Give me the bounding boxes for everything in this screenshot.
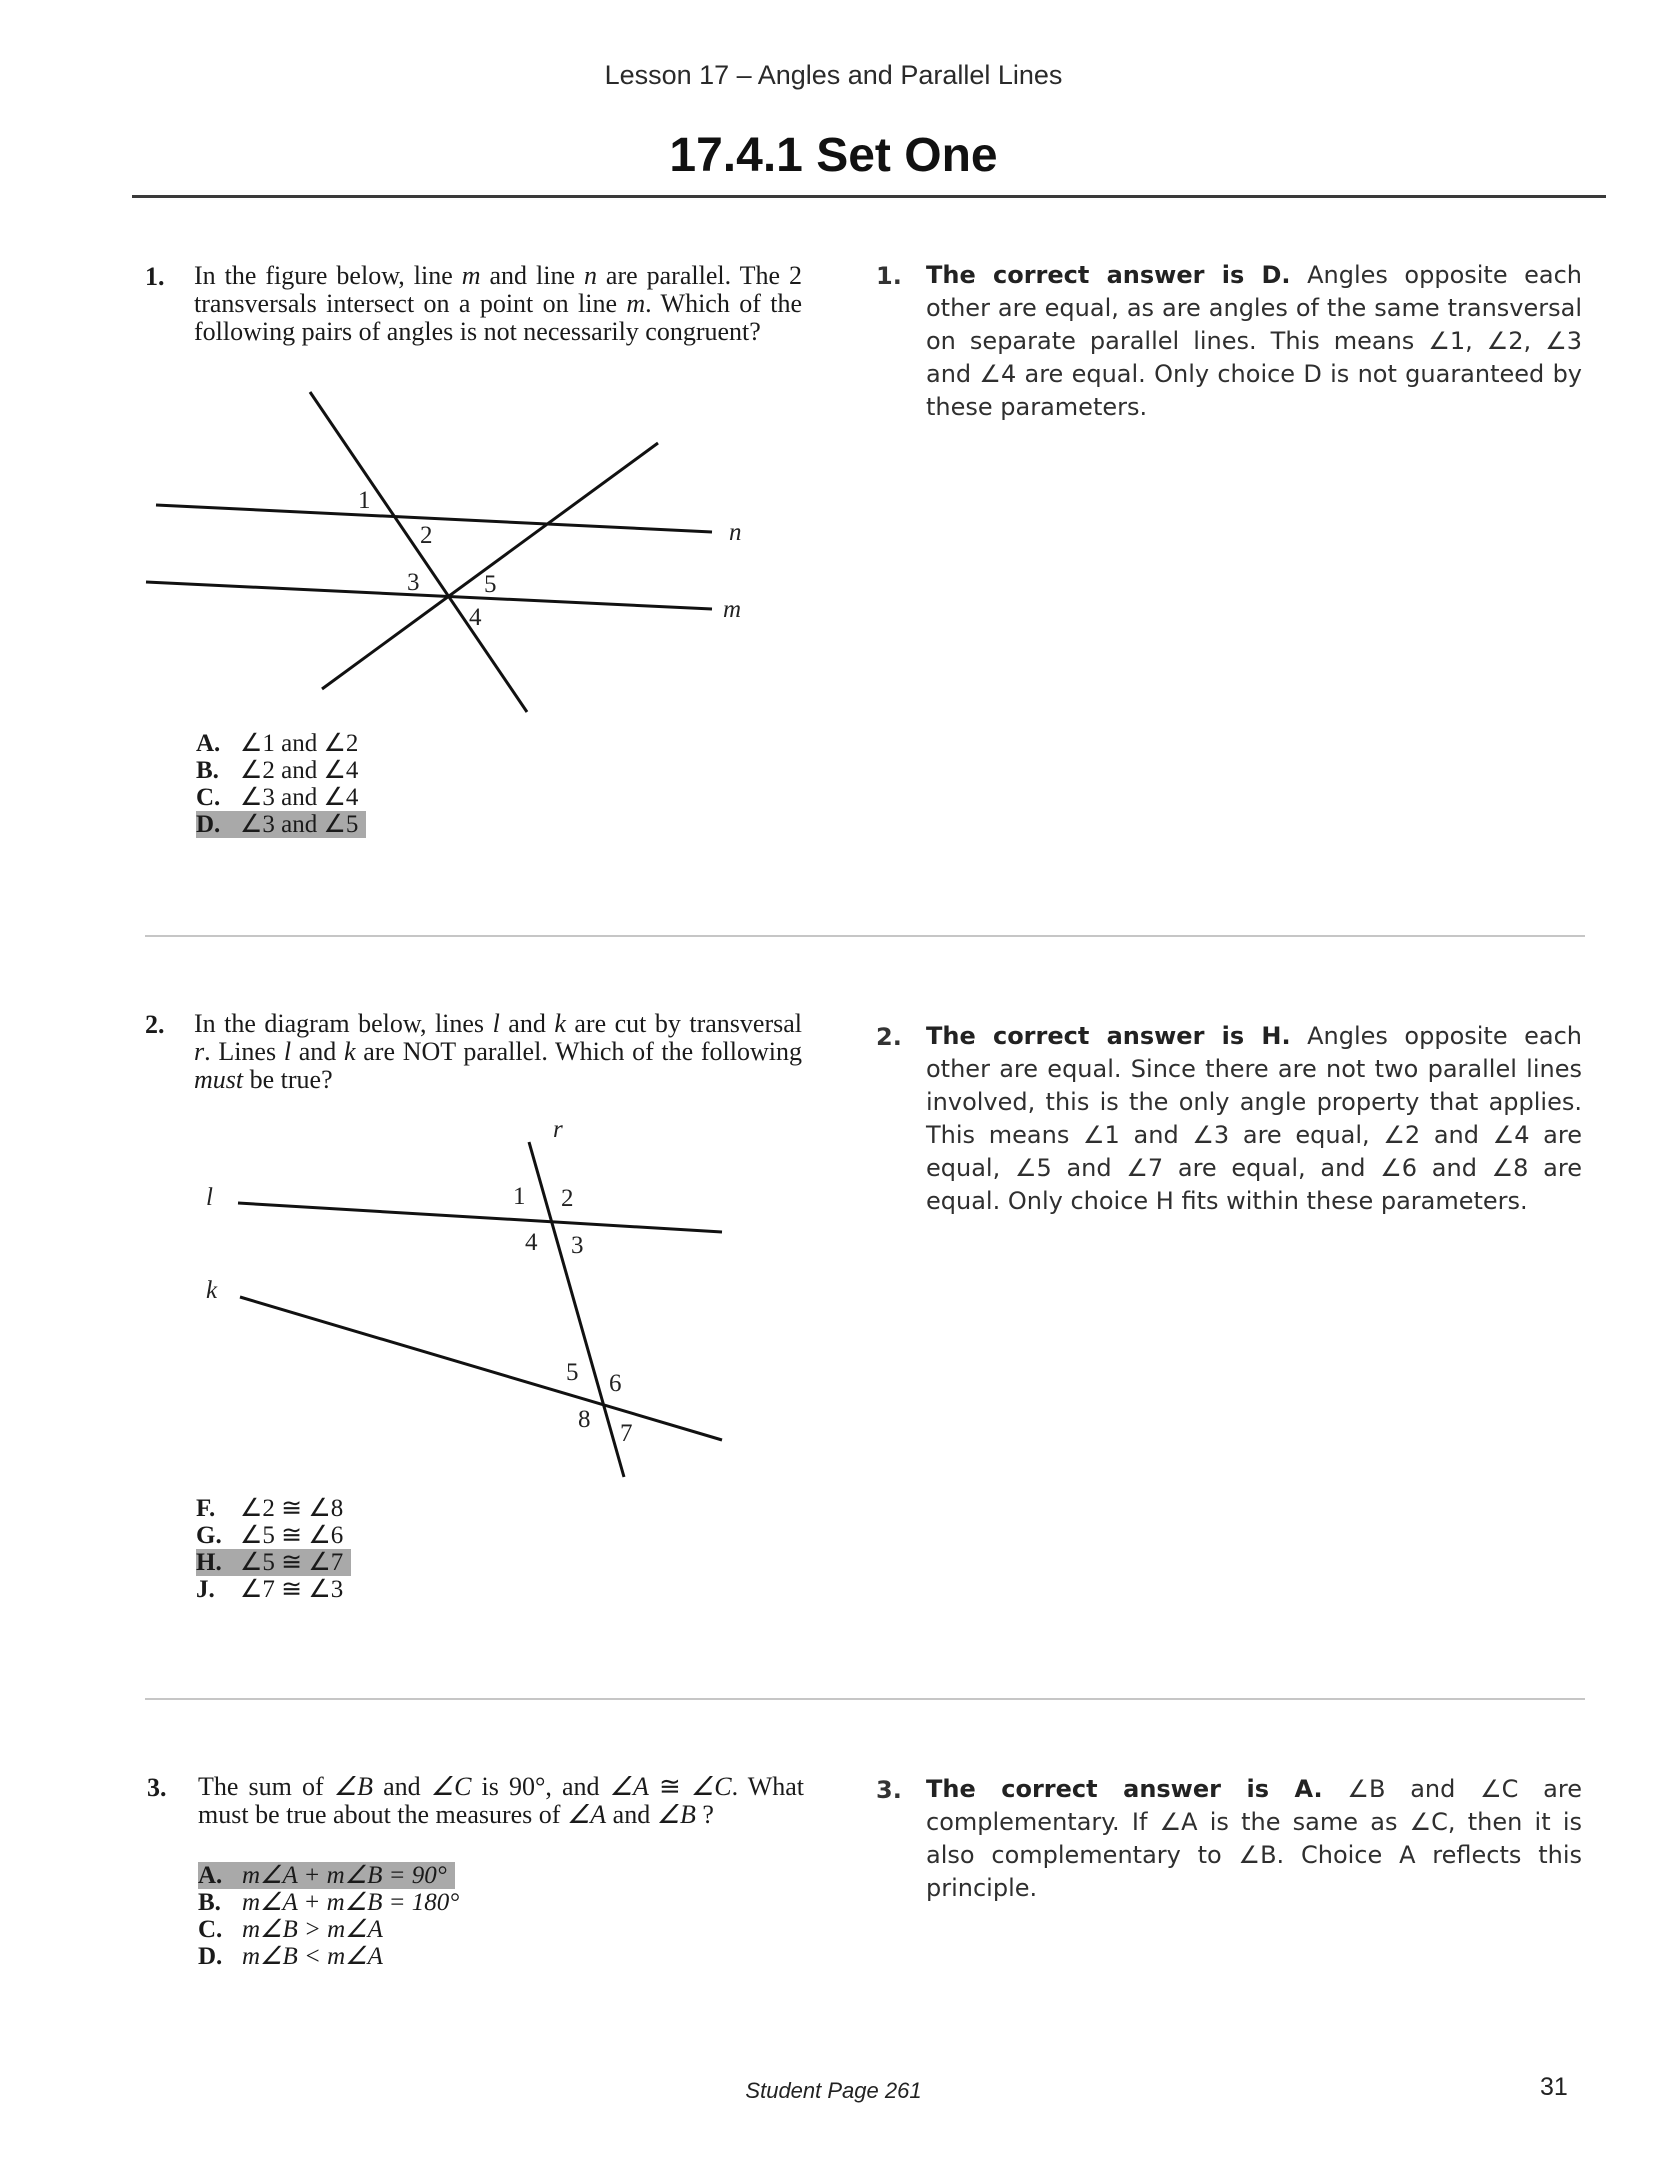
- question-3-choices: [198, 1862, 459, 1970]
- choice-text: ∠5 ≅ ∠7: [240, 1549, 344, 1576]
- q2-text-part: r: [194, 1037, 205, 1066]
- choice-d[interactable]: [198, 1943, 459, 1970]
- label-angle-5: 5: [484, 571, 497, 598]
- answer-1-lead: The correct answer is D.: [926, 261, 1291, 289]
- label-line-r: r: [553, 1116, 563, 1143]
- q1-text-part: are parallel. The 2 transversals intersect on a point on line: [194, 261, 802, 318]
- answer-2-body: Angles opposite each other are equal. Since there are not two parallel lines involved, this is the only angle property that applies. This means ∠1 and ∠3 are equal, ∠2 and ∠4 are equal, ∠5 and ∠7 are equal, and ∠6 and ∠8 are equal. Only choice H fits within these parameters.: [926, 1022, 1582, 1215]
- choice-letter: B.: [198, 1889, 221, 1916]
- choice-b[interactable]: [196, 757, 366, 784]
- transversal-2: [322, 443, 658, 689]
- question-1-number: 1.: [145, 262, 165, 291]
- q2-text-part: are NOT parallel. Which of the following: [355, 1037, 803, 1066]
- choice-f[interactable]: [196, 1495, 351, 1522]
- choice-letter: A.: [196, 730, 221, 757]
- question-1-choices: [196, 730, 366, 838]
- q2-text-part: l: [283, 1037, 292, 1066]
- answer-3-lead: The correct answer is A.: [926, 1775, 1323, 1803]
- label-angle-2: 2: [420, 522, 433, 549]
- q1-text-part: . Which of the following pairs of angles is not necessarily congruent?: [194, 289, 802, 346]
- transversal-1: [310, 392, 527, 712]
- choice-text: ∠2 and ∠4: [240, 757, 359, 784]
- q3-text-part: The sum of: [198, 1772, 334, 1801]
- line-m: [146, 582, 712, 609]
- choice-a-correct[interactable]: [198, 1862, 455, 1889]
- section-divider: [145, 935, 1585, 937]
- q2-text-part: and: [291, 1037, 344, 1066]
- figure-1-parallel-lines: [146, 392, 712, 712]
- answer-3-body: ∠B and ∠C are complementary. If ∠A is the same as ∠C, then it is also complementary to ∠B. Choice A reflects this principle.: [926, 1775, 1582, 1902]
- answer-1-body: Angles opposite each other are equal, as are angles of the same transversal on separate parallel lines. This means ∠1, ∠2, ∠3 and ∠4 are equal. Only choice D is not guaranteed by these parameters.: [926, 261, 1583, 421]
- answer-2-text: [926, 1020, 1582, 1218]
- label-angle-1: 1: [358, 487, 371, 514]
- choice-g[interactable]: [196, 1522, 351, 1549]
- q2-text-part: . Lines: [204, 1037, 284, 1066]
- label-line-n: n: [729, 519, 742, 546]
- q2-text-part: are cut by transversal: [565, 1009, 803, 1038]
- label-angle-8: 8: [578, 1406, 591, 1433]
- q1-text-part: and line: [480, 261, 584, 290]
- q1-text-part: n: [583, 261, 597, 290]
- choice-text: ∠1 and ∠2: [240, 730, 359, 757]
- label-angle-6: 6: [609, 1370, 622, 1397]
- lesson-header: Lesson 17 – Angles and Parallel Lines: [604, 60, 1063, 90]
- choice-letter: C.: [196, 784, 221, 811]
- choice-text: ∠2 ≅ ∠8: [240, 1495, 344, 1522]
- q3-text-part: and: [372, 1772, 431, 1801]
- choice-text: m∠B > m∠A: [242, 1916, 383, 1943]
- q3-text-part: ∠C: [690, 1772, 732, 1801]
- q2-text-part: k: [344, 1037, 356, 1066]
- answer-2-number: 2.: [876, 1023, 902, 1051]
- q3-text-part: and: [606, 1800, 657, 1829]
- choice-j[interactable]: [196, 1576, 351, 1603]
- q1-text-part: m: [626, 289, 646, 318]
- label-angle-1: 1: [513, 1183, 526, 1210]
- line-l: [238, 1203, 722, 1232]
- q3-text-part: ∠A: [566, 1800, 607, 1829]
- section-divider: [145, 1698, 1585, 1700]
- q2-text-part: must: [194, 1065, 244, 1094]
- choice-letter: D.: [196, 811, 221, 838]
- choice-letter: B.: [196, 757, 219, 784]
- choice-letter: F.: [196, 1495, 216, 1522]
- choice-letter: A.: [198, 1862, 223, 1889]
- line-n: [156, 505, 712, 532]
- q3-text-part: ∠B: [656, 1800, 696, 1829]
- page-number: 31: [1540, 2073, 1568, 2101]
- choice-h-correct[interactable]: [196, 1549, 351, 1576]
- question-2-text: [194, 1010, 802, 1094]
- transversal-r: [529, 1142, 624, 1477]
- answer-3-text: [926, 1773, 1582, 1905]
- choice-text: m∠B < m∠A: [242, 1943, 383, 1970]
- choice-c[interactable]: [198, 1916, 459, 1943]
- question-2-number: 2.: [145, 1010, 165, 1039]
- choice-text: ∠5 ≅ ∠6: [240, 1522, 344, 1549]
- question-3-number: 3.: [147, 1773, 167, 1802]
- choice-letter: J.: [196, 1576, 215, 1603]
- label-angle-3: 3: [571, 1232, 584, 1259]
- label-line-k: k: [206, 1277, 218, 1304]
- label-angle-5: 5: [566, 1359, 579, 1386]
- label-angle-2: 2: [561, 1185, 574, 1212]
- choice-text: ∠3 and ∠4: [240, 784, 359, 811]
- q1-text-part: In the figure below, line: [194, 261, 462, 290]
- label-line-m: m: [723, 596, 742, 623]
- q2-text-part: l: [492, 1009, 500, 1038]
- label-angle-4: 4: [469, 604, 482, 631]
- answer-3-number: 3.: [876, 1776, 902, 1804]
- label-angle-7: 7: [620, 1420, 633, 1447]
- q3-text-part: ∠A: [609, 1772, 649, 1801]
- question-3-text: [198, 1773, 804, 1829]
- choice-text: m∠A + m∠B = 90°: [242, 1862, 447, 1889]
- figure-1-labels: [358, 487, 742, 631]
- student-page-footer: Student Page 261: [745, 2078, 922, 2103]
- choice-text: ∠3 and ∠5: [240, 811, 359, 838]
- answer-1-number: 1.: [876, 262, 902, 290]
- q2-text-part: In the diagram below, lines: [194, 1009, 493, 1038]
- q2-text-part: and: [499, 1009, 555, 1038]
- choice-c[interactable]: [196, 784, 366, 811]
- q1-text-part: m: [461, 261, 481, 290]
- answer-1-text: [926, 259, 1582, 424]
- q3-text-part: ∠C: [430, 1772, 472, 1801]
- answer-2-lead: The correct answer is H.: [926, 1022, 1291, 1050]
- q2-text-part: k: [554, 1009, 566, 1038]
- label-angle-3: 3: [407, 569, 420, 596]
- q3-text-part: is 90°, and: [471, 1772, 610, 1801]
- choice-letter: C.: [198, 1916, 223, 1943]
- question-2-choices: [196, 1495, 351, 1603]
- q3-text-part: ?: [695, 1800, 714, 1829]
- choice-text: m∠A + m∠B = 180°: [242, 1889, 460, 1916]
- q3-text-part: . What must be true about the measures of: [198, 1772, 805, 1829]
- q3-text-part: ≅: [648, 1772, 691, 1801]
- choice-letter: G.: [196, 1522, 222, 1549]
- page-title: 17.4.1 Set One: [669, 129, 998, 182]
- choice-b[interactable]: [198, 1889, 459, 1916]
- choice-a[interactable]: [196, 730, 366, 757]
- q2-text-part: be true?: [243, 1065, 333, 1094]
- line-k: [240, 1297, 722, 1440]
- label-line-l: l: [206, 1184, 213, 1211]
- choice-letter: D.: [198, 1943, 223, 1970]
- choice-text: ∠7 ≅ ∠3: [240, 1576, 344, 1603]
- choice-d-correct[interactable]: [196, 811, 366, 838]
- figure-2-nonparallel-lines: [238, 1142, 722, 1477]
- choice-letter: H.: [196, 1549, 222, 1576]
- label-angle-4: 4: [525, 1229, 538, 1256]
- q3-text-part: ∠B: [333, 1772, 373, 1801]
